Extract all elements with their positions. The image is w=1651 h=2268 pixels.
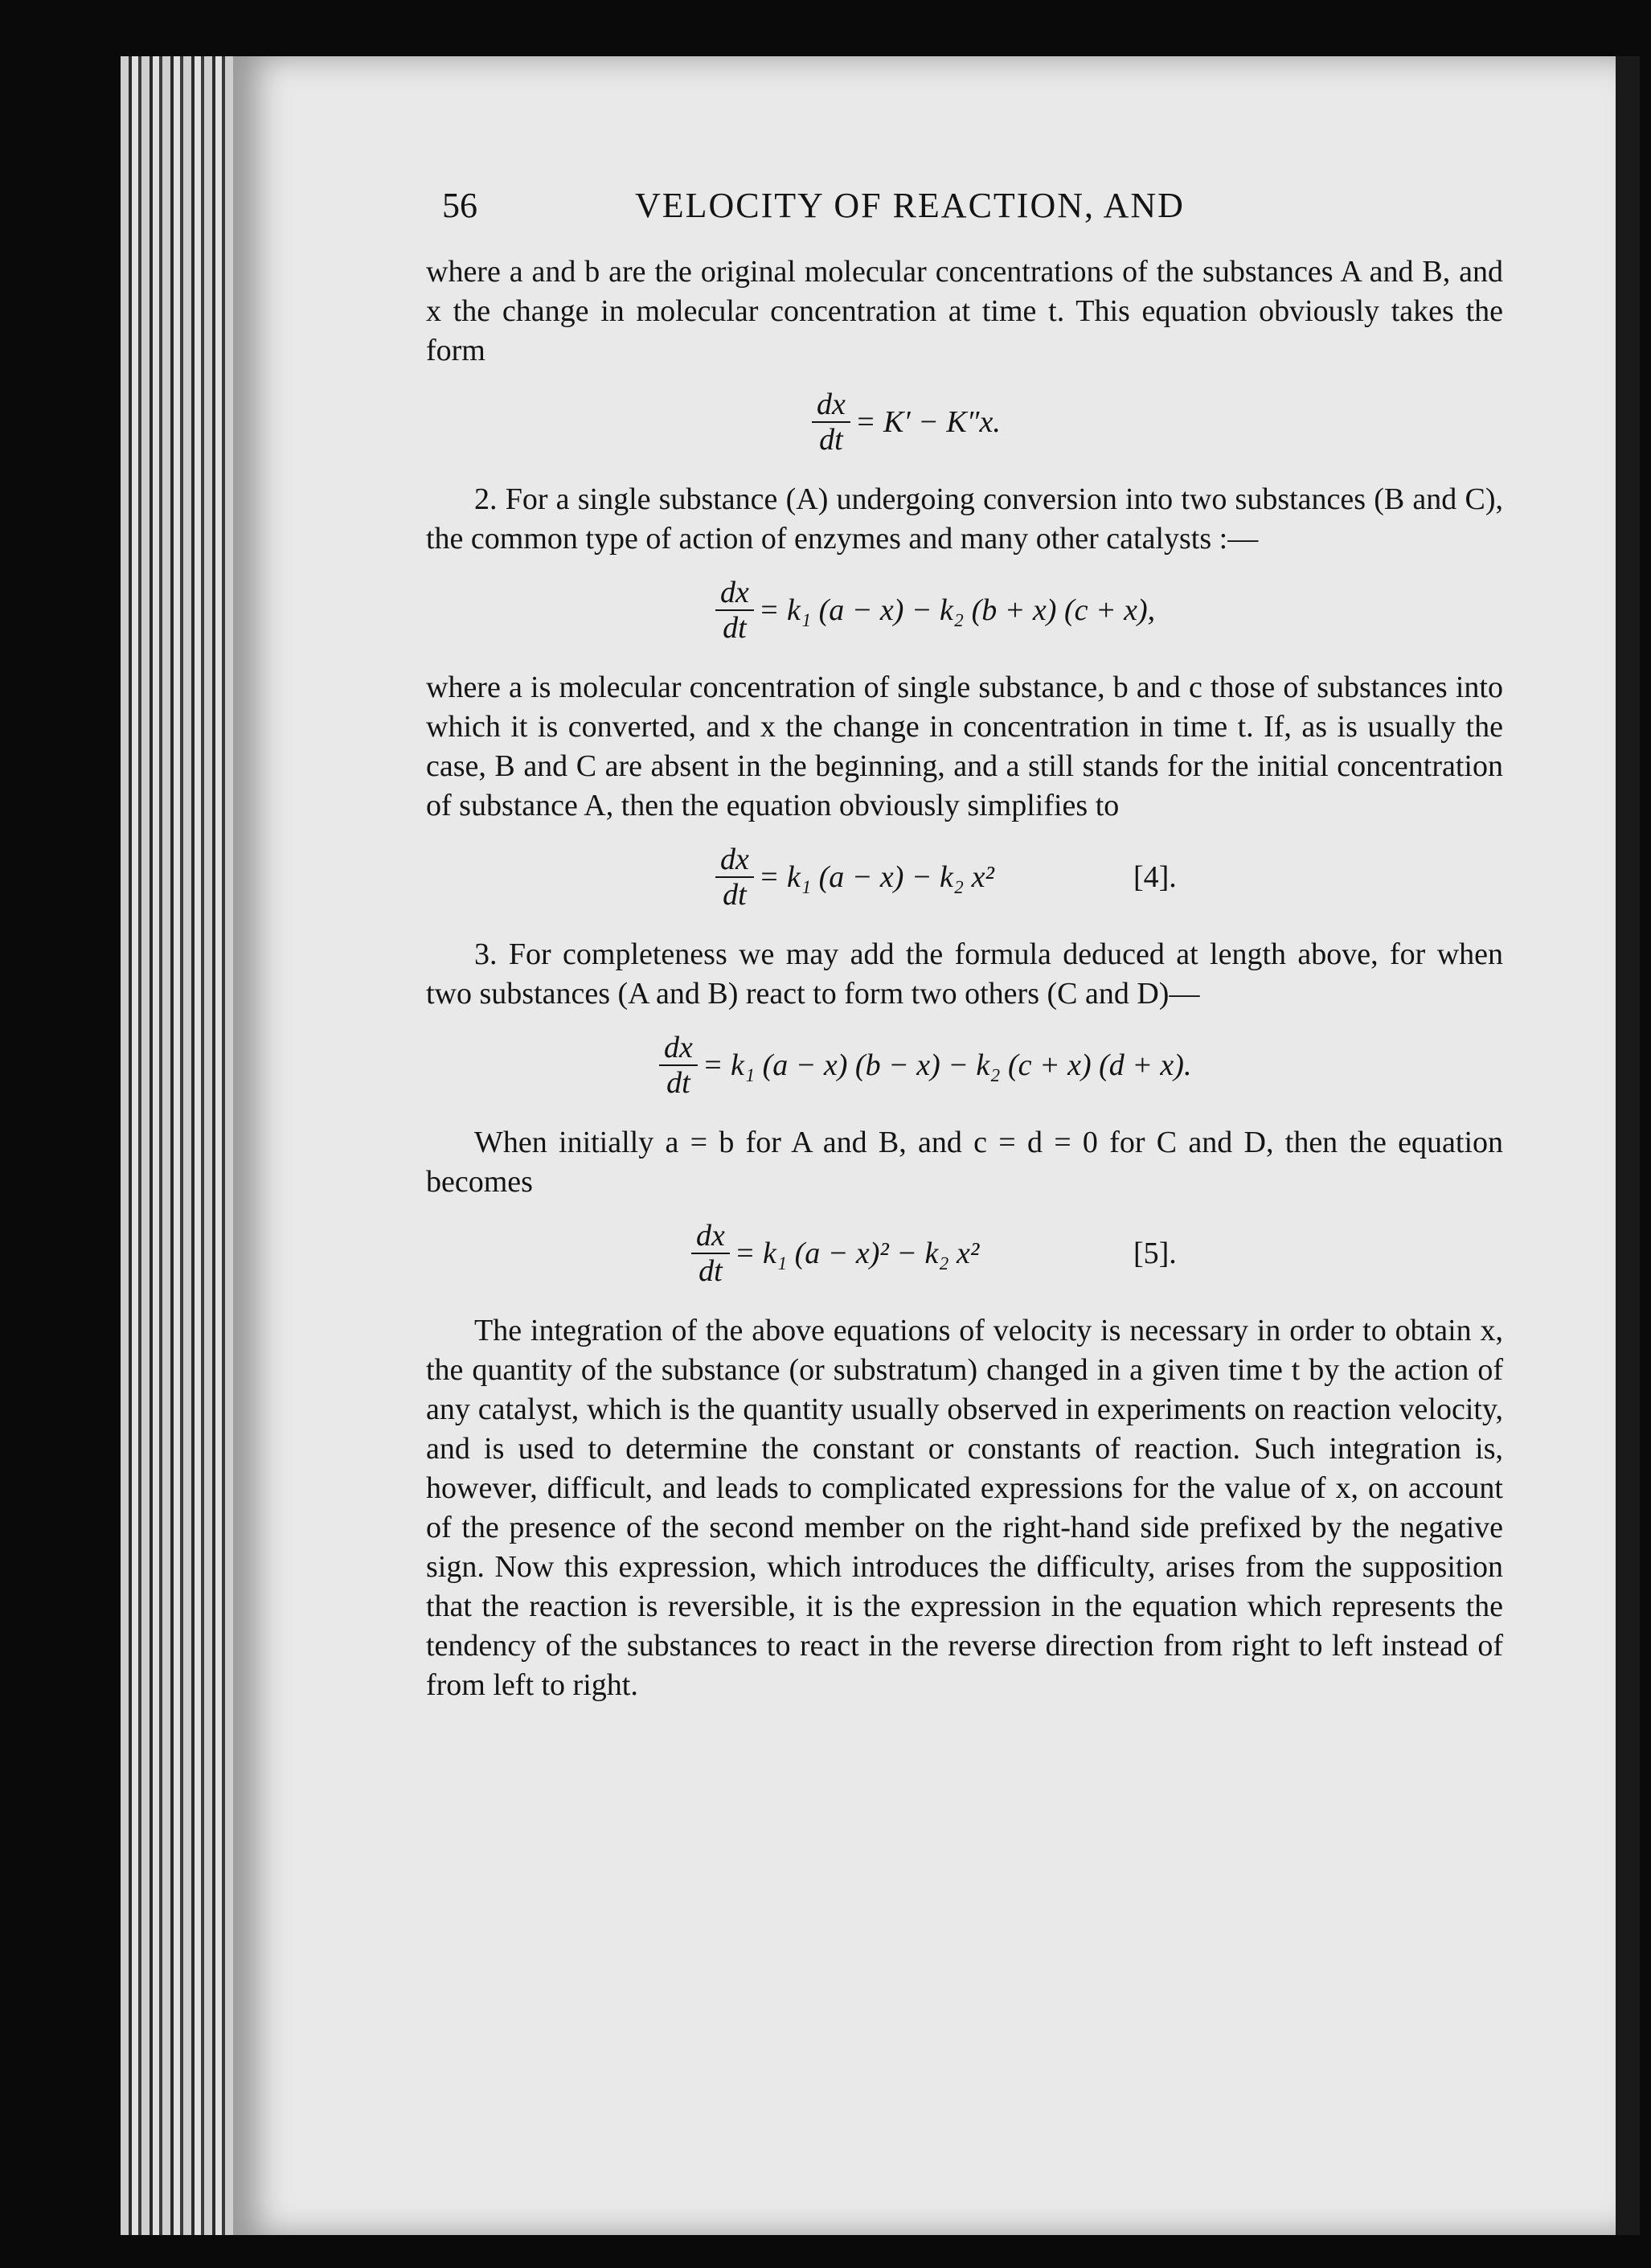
paragraph-6: The integration of the above equations of velocity is necessary in order to obtain x, the quantity of the substance (or substratum) changed in a given time t by the action of any catalyst, which is the quantity usually observed in experiments on reaction velocity, and is used to determine the constant or constants of reaction. Such integration is, however, difficult, and leads to complicated expressions for the value of x, on account of the presence of the second member on the right-hand side prefixed by the negative sign. Now this expression, which introduces the difficulty, arises from the supposition that the reaction is reversible, it is the expression in the equation which represents the tendency of the substances to react in the reverse direction from right to left instead of from left to right. bbox=[426, 1314, 1503, 1702]
equation-2-fraction bbox=[715, 576, 754, 645]
equation-5 bbox=[426, 1210, 1503, 1297]
book-page bbox=[233, 56, 1616, 2235]
equation-4 bbox=[426, 1022, 1503, 1109]
equation-3-denominator: dt bbox=[723, 878, 747, 912]
paragraph-3: where a is molecular concentration of single substance, b and c those of substances into which it is converted, and x the change in concentration in time t. If, as is usually the case, B and C are absent in the beginning, and a still stands for the initial concentration of substance A, then the equation obviously simplifies to bbox=[426, 671, 1503, 822]
equation-1 bbox=[426, 379, 1503, 465]
equation-5-rhs: = k₁ (a − x)² − k₂ x² bbox=[734, 1237, 980, 1270]
equation-1-numerator: dx bbox=[812, 388, 850, 423]
equation-4-rhs: = k₁ (a − x) (b − x) − k₂ (c + x) (d + x). bbox=[702, 1048, 1192, 1082]
book-page-edges bbox=[121, 56, 233, 2235]
equation-1-rhs: = K′ − K″x. bbox=[854, 405, 1001, 439]
equation-4-numerator: dx bbox=[659, 1031, 698, 1066]
equation-3-rhs: = k₁ (a − x) − k₂ x² bbox=[758, 860, 994, 894]
equation-1-fraction bbox=[812, 388, 850, 457]
equation-5-numerator: dx bbox=[691, 1219, 730, 1254]
paragraph-1: where a and b are the original molecular concentrations of the substances A and B, and x the change in molecular concentration at time t. This equation obviously takes the form bbox=[426, 255, 1503, 367]
equation-2 bbox=[426, 567, 1503, 654]
equation-2-rhs: = k₁ (a − x) − k₂ (b + x) (c + x), bbox=[758, 593, 1156, 627]
equation-5-denominator: dt bbox=[698, 1254, 723, 1288]
equation-2-numerator: dx bbox=[715, 576, 754, 611]
equation-2-denominator: dt bbox=[723, 611, 747, 645]
page-content bbox=[426, 185, 1503, 1705]
equation-3 bbox=[426, 834, 1503, 921]
page-header bbox=[426, 185, 1503, 241]
paragraph-4: 3. For completeness we may add the formula deduced at length above, for when two substances (A and B) react to form two others (C and D)— bbox=[426, 937, 1503, 1011]
equation-1-denominator: dt bbox=[819, 423, 843, 457]
paragraph-5: When initially a = b for A and B, and c = d = 0 for C and D, then the equation becomes bbox=[426, 1126, 1503, 1199]
page-right-edge bbox=[1616, 56, 1640, 2235]
equation-3-numerator: dx bbox=[715, 843, 754, 878]
equation-3-label: [4]. bbox=[1133, 860, 1177, 894]
paragraph-2: 2. For a single substance (A) undergoing conversion into two substances (B and C), the common type of action of enzymes and many other catalysts :— bbox=[426, 482, 1503, 556]
equation-5-fraction bbox=[691, 1219, 730, 1288]
equation-3-fraction bbox=[715, 843, 754, 912]
equation-4-denominator: dt bbox=[666, 1066, 690, 1100]
equation-5-label: [5]. bbox=[1133, 1237, 1177, 1270]
page-number: 56 bbox=[442, 186, 477, 225]
equation-4-fraction bbox=[659, 1031, 698, 1100]
running-head: VELOCITY OF REACTION, AND bbox=[635, 186, 1185, 225]
